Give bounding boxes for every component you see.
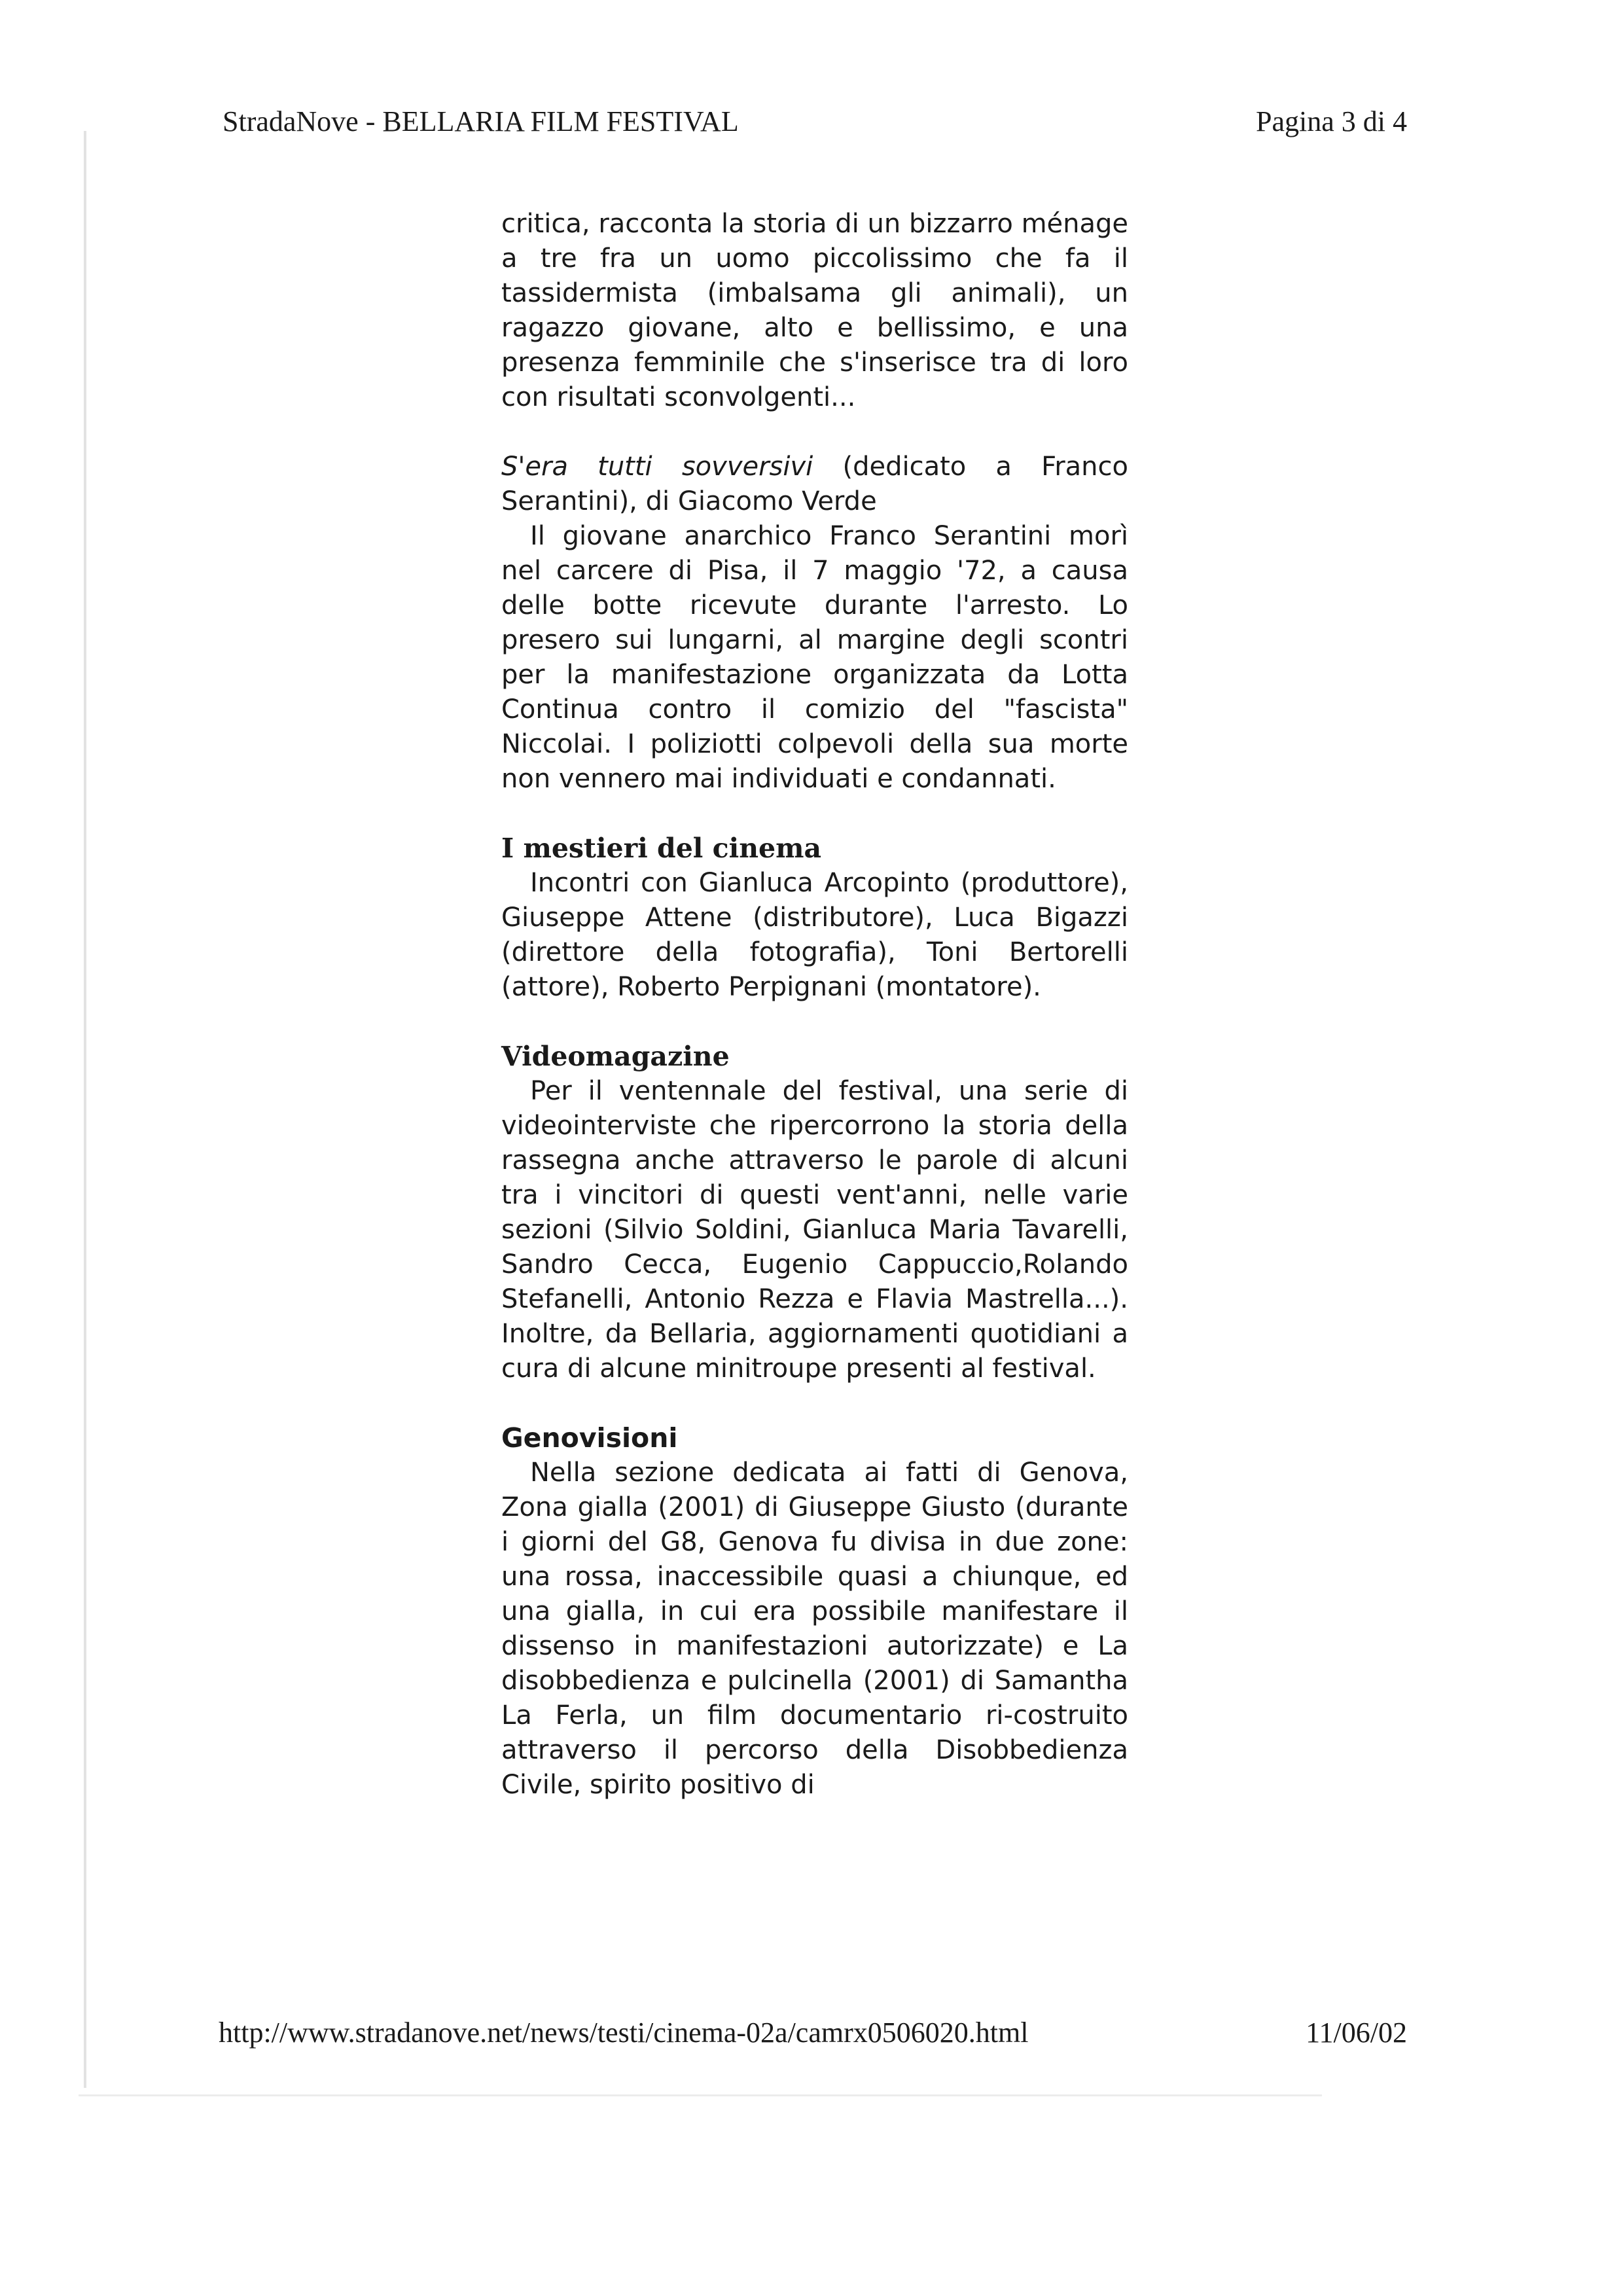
film-heading <box>501 450 1128 519</box>
film-paragraph: Il giovane anarchico Franco Serantini morì nel carcere di Pisa, il 7 maggio '72, a causa delle botte ricevute durante l'arresto. Lo presero sui lungarni, al margine degli scontri per la manifestazione organizzata da Lotta Continua contro il comizio del "fascista" Niccolai. I poliziotti colpevoli della sua morte non vennero mai individuati e condannati. <box>501 521 1128 794</box>
section-title-videomagazine: Videomagazine <box>501 1041 730 1072</box>
page-header <box>223 105 1407 138</box>
print-date: 11/06/02 <box>1306 2017 1407 2049</box>
page-url: http://www.stradanove.net/news/testi/cinema-02a/camrx0506020.html <box>219 2017 1029 2049</box>
section-text-videomagazine: Per il ventennale del festival, una serie di videointerviste che ripercorrono la storia della rassegna anche attraverso le parole di alcuni tra i vincitori di questi vent'anni, nelle varie sezioni (Silvio Soldini, Gianluca Maria Tavarelli, Sandro Cecca, Eugenio Cappuccio,Rolando Stefanelli, Antonio Rezza e Flavia Mastrella...). Inoltre, da Bellaria, aggiornamenti quotidiani a cura di alcune minitroupe presenti al festival. <box>501 1076 1128 1384</box>
film-credit: (dedicato a Franco Serantini), di Giacomo Verde <box>501 452 1128 516</box>
site-title: StradaNove - BELLARIA FILM FESTIVAL <box>223 105 739 137</box>
section-text-genovisioni: Nella sezione dedicata ai fatti di Genova, Zona gialla (2001) di Giuseppe Giusto (durante i giorni del G8, Genova fu divisa in due zone: una rossa, inaccessibile quasi a chiunque, ed una gialla, in cui era possibile manifestare il dissenso in manifestazioni autorizzate) e La disobbedienza e pulcinella (2001) di Samantha La Ferla, un film documentario ri-costruito attraverso il percorso della Disobbedienza Civile, spirito positivo di <box>501 1458 1128 1800</box>
section-title-genovisioni: Genovisioni <box>501 1422 678 1454</box>
scan-bottom-line <box>79 2094 1322 2096</box>
intro-paragraph: critica, racconta la storia di un bizzarro ménage a tre fra un uomo piccolissimo che fa il tassidermista (imbalsama gli animali), un ragazzo giovane, alto e bellissimo, e una presenza femminile che s'inserisce tra di loro con risultati sconvolgenti... <box>501 209 1128 412</box>
section-title-mestieri: I mestieri del cinema <box>501 833 822 864</box>
film-title: S'era tutti sovversivi <box>501 452 813 482</box>
page-footer <box>219 2016 1407 2049</box>
section-text-mestieri: Incontri con Gianluca Arcopinto (produttore), Giuseppe Attene (distributore), Luca Bigazzi (direttore della fotografia), Toni Bertorelli (attore), Roberto Perpignani (montatore). <box>501 868 1128 1002</box>
article-body <box>501 207 1128 1803</box>
scan-margin-line <box>84 131 86 2088</box>
page-number: Pagina 3 di 4 <box>1256 105 1407 137</box>
